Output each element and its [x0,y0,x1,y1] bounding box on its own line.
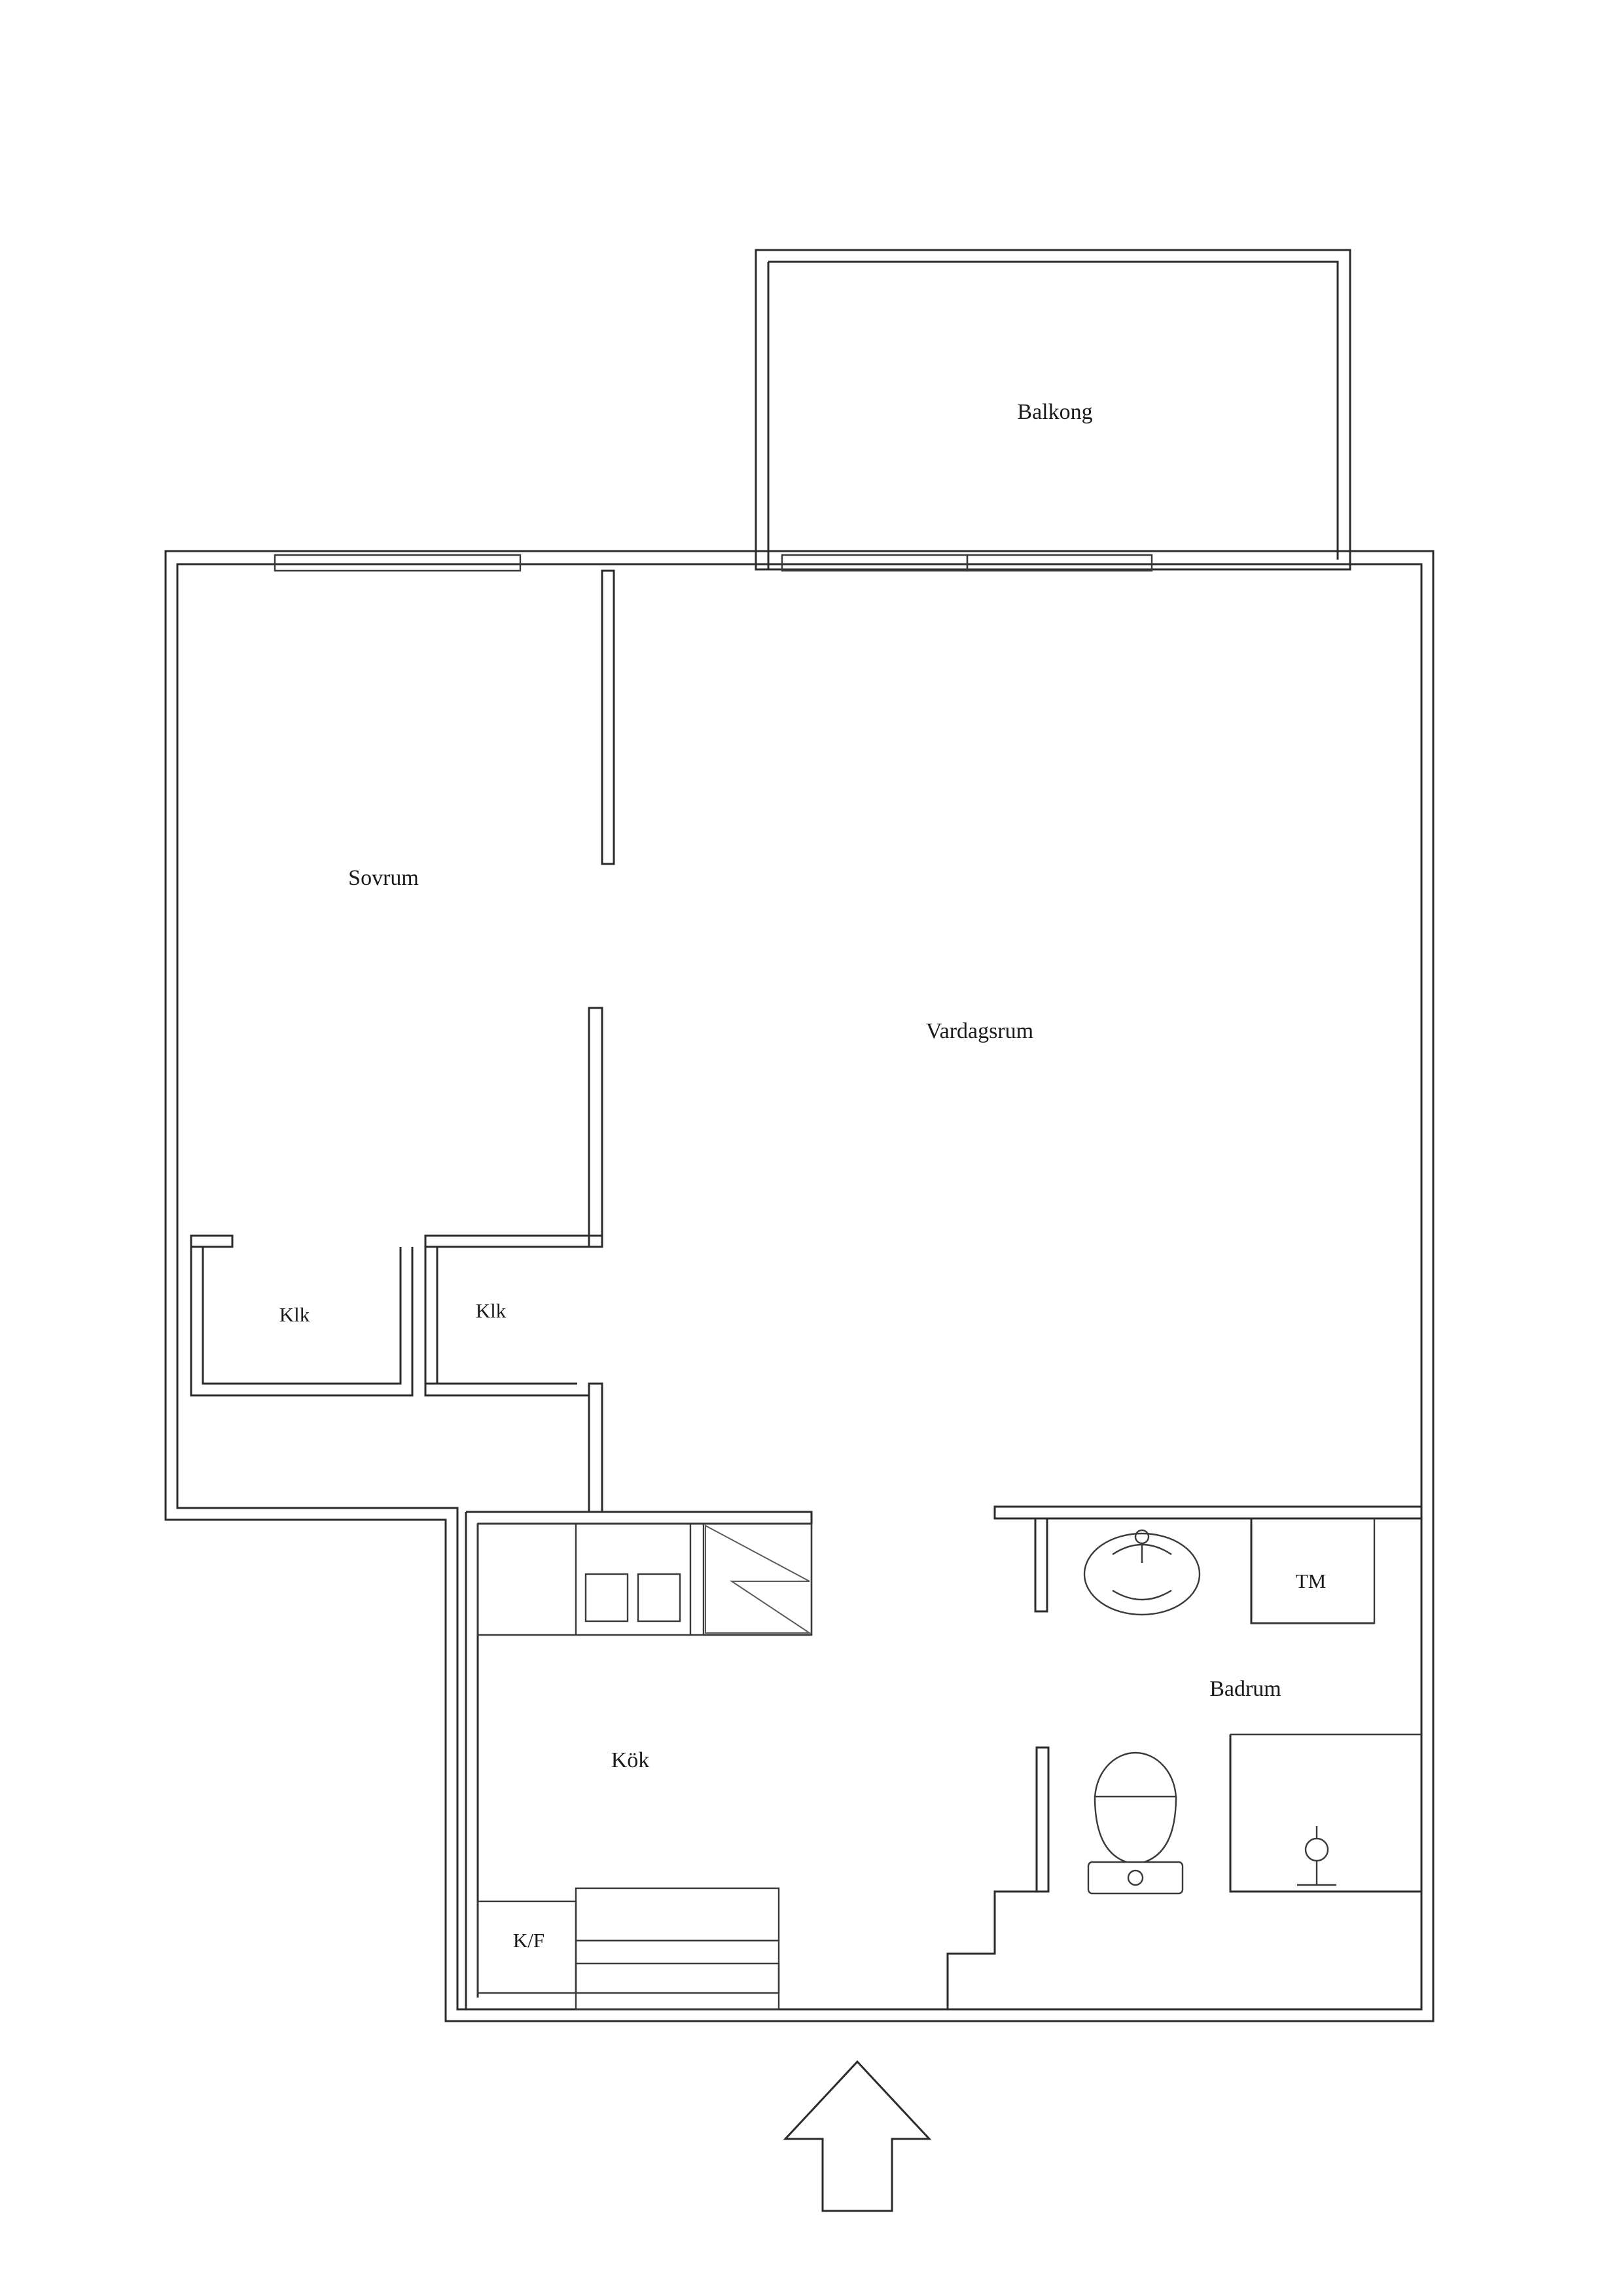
closets [191,1247,602,1512]
room-label-tm: TM [1295,1570,1327,1593]
bathroom-sink [1084,1530,1200,1615]
bedroom-partition-walls [191,571,614,1247]
entrance-arrow [785,2062,929,2211]
room-labels [279,400,1327,1952]
room-label-sovrum: Sovrum [348,865,419,890]
kitchen-counter [478,1524,812,1635]
room-label-kok: Kök [611,1748,650,1772]
shower [1297,1826,1336,1885]
room-label-kf: K/F [512,1929,545,1952]
room-label-klk-right: Klk [475,1299,507,1323]
windows [275,555,1152,571]
room-label-badrum: Badrum [1209,1676,1281,1701]
room-label-klk-left: Klk [279,1303,310,1327]
kitchen-sink-basins [586,1574,680,1621]
apartment-outer-walls [166,551,1433,2021]
room-label-balkong: Balkong [1017,399,1093,424]
kitchen-stove [704,1524,812,1635]
toilet [1088,1753,1183,1893]
room-label-vardagsrum: Vardagsrum [925,1018,1034,1043]
